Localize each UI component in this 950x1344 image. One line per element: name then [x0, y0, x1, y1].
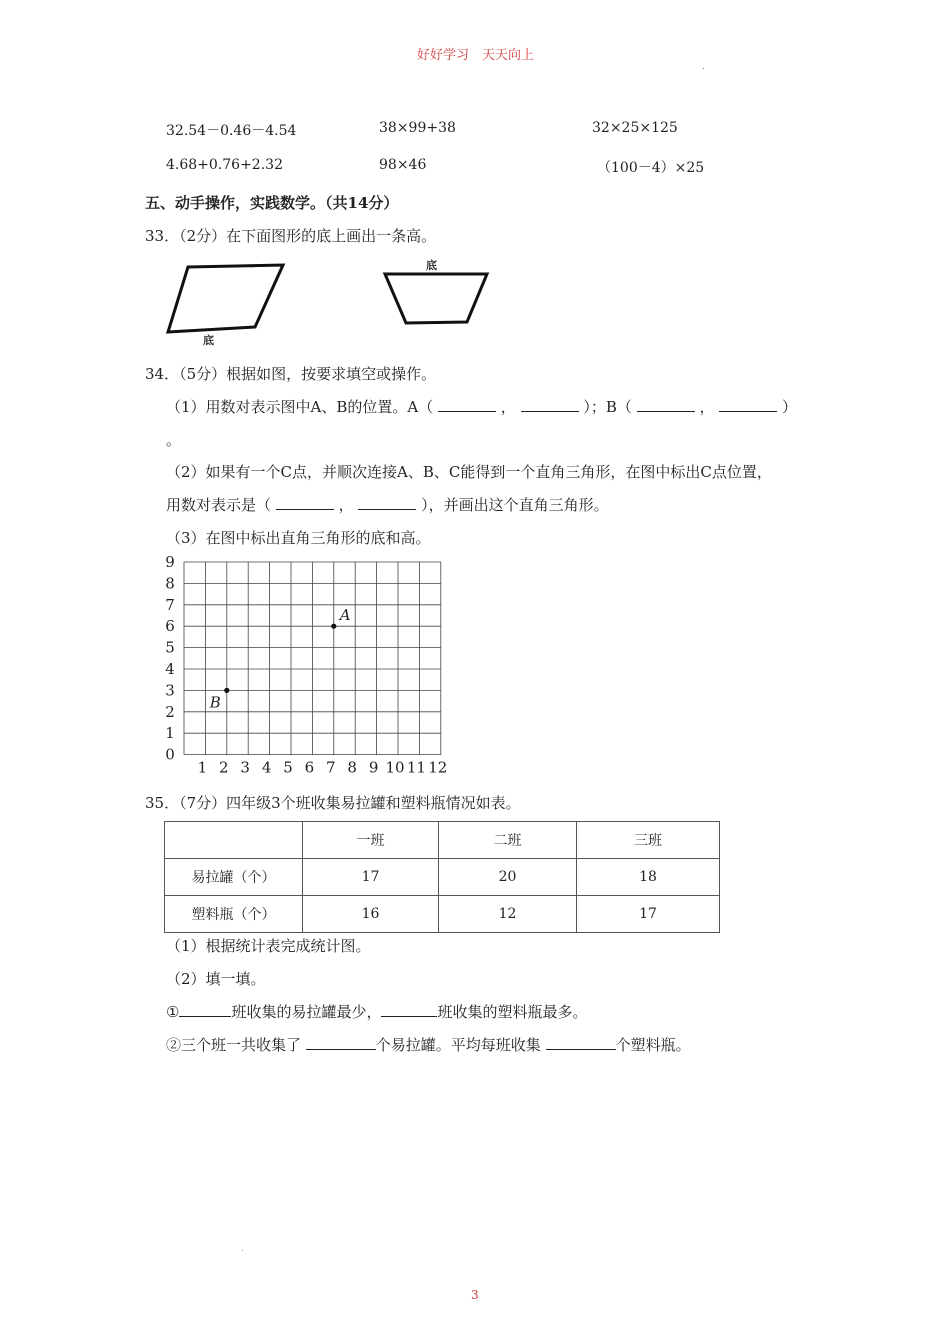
y-tick-label: 6 [165, 617, 175, 636]
parallelogram-shape [168, 265, 283, 332]
table-cell: 17 [577, 896, 720, 933]
q34-part1-end: ） [782, 398, 798, 416]
answer-blank[interactable] [381, 1002, 437, 1017]
base-label-trapezoid: 底 [426, 259, 437, 272]
answer-blank[interactable] [276, 495, 334, 510]
answer-blank[interactable] [306, 1035, 376, 1050]
table-cell: 16 [303, 896, 439, 933]
y-tick-label: 0 [165, 745, 175, 764]
calc-item: （100－4）×25 [597, 160, 705, 176]
x-tick-label: 4 [261, 758, 272, 777]
x-tick-label: 8 [347, 758, 357, 777]
header-dot: . [702, 62, 705, 72]
q35-part2: （2）填一填。 [166, 970, 266, 988]
q35-fill-line2 [166, 1034, 691, 1055]
table-cell: 17 [303, 859, 439, 896]
question-33: 33．（2分）在下面图形的底上画出一条高。 [145, 227, 437, 245]
x-axis-labels [198, 759, 448, 777]
answer-blank[interactable] [179, 1002, 231, 1017]
q35-part1: （1）根据统计表完成统计图。 [166, 937, 371, 955]
answer-blank[interactable] [438, 397, 496, 412]
y-tick-label: 7 [165, 595, 175, 614]
x-tick-label: 2 [219, 758, 229, 777]
q34-part3: （3）在图中标出直角三角形的底和高。 [166, 529, 431, 547]
stats-table [164, 821, 720, 933]
question-34: 34．（5分）根据如图，按要求填空或操作。 [145, 365, 437, 383]
x-tick-label: 6 [304, 758, 315, 777]
answer-blank[interactable] [358, 495, 416, 510]
q34-part1 [166, 396, 797, 417]
x-tick-label: 1 [197, 758, 208, 777]
fill-text: 班收集的塑料瓶最多。 [437, 1003, 588, 1021]
q34-part1-mid: ）；B（ [583, 398, 632, 416]
footer-dot: . [241, 1244, 244, 1254]
fill-text: 个易拉罐。平均每班收集 [375, 1036, 541, 1054]
fill-text: 班收集的易拉罐最少， [231, 1003, 382, 1021]
question-35: 35．（7分）四年级3个班收集易拉罐和塑料瓶情况如表。 [145, 794, 521, 812]
calc-item: 38×99+38 [379, 120, 456, 136]
table-header-row [165, 822, 720, 859]
y-tick-label: 5 [165, 638, 175, 657]
q34-part2-line2 [166, 494, 609, 515]
circled-1: ① [166, 1003, 180, 1021]
table-header-cell: 三班 [577, 822, 720, 859]
table-cell: 12 [439, 896, 577, 933]
table-header-cell: 一班 [303, 822, 439, 859]
calc-item: 32.54－0.46－4.54 [166, 123, 297, 139]
x-tick-label: 10 [385, 758, 405, 777]
q35-fill-line1 [166, 1001, 587, 1022]
x-tick-label: 9 [368, 758, 379, 777]
coordinate-grid[interactable] [155, 552, 465, 782]
comma: ， [338, 496, 354, 514]
trapezoid-shape [385, 274, 487, 323]
base-label-parallelogram: 底 [203, 334, 214, 347]
table-header-cell [165, 822, 303, 859]
x-tick-label: 3 [240, 758, 250, 777]
point-b-dot [224, 688, 229, 693]
point-a-dot [331, 624, 336, 629]
table-cell: 18 [577, 859, 720, 896]
y-tick-label: 9 [165, 553, 175, 571]
answer-blank[interactable] [546, 1035, 616, 1050]
table-row-label: 塑料瓶（个） [165, 896, 303, 933]
table-cell: 20 [439, 859, 577, 896]
grid-points [209, 606, 351, 711]
comma: ， [699, 398, 715, 416]
table-row [165, 859, 720, 896]
fill-text: 个塑料瓶。 [615, 1036, 691, 1054]
comma: ， [500, 398, 516, 416]
x-tick-label: 7 [326, 758, 336, 777]
table-row-label: 易拉罐（个） [165, 859, 303, 896]
answer-blank[interactable] [719, 397, 777, 412]
answer-blank[interactable] [637, 397, 695, 412]
calc-item: 32×25×125 [592, 120, 678, 136]
fill-text: ②三个班一共收集了 [166, 1036, 302, 1054]
table-header-cell: 二班 [439, 822, 577, 859]
x-tick-label: 11 [406, 758, 426, 777]
y-tick-label: 8 [165, 574, 175, 593]
calc-item: 4.68+0.76+2.32 [166, 157, 283, 173]
answer-blank[interactable] [521, 397, 579, 412]
x-tick-label: 5 [283, 758, 293, 777]
q34-part2-text: 用数对表示是（ [166, 496, 272, 514]
y-tick-label: 1 [165, 724, 175, 743]
grid-lines [184, 562, 441, 755]
y-axis-labels [165, 553, 175, 764]
q34-period: 。 [166, 431, 182, 449]
y-tick-label: 2 [165, 702, 175, 721]
y-tick-label: 4 [165, 660, 175, 678]
point-a-label: A [339, 606, 351, 625]
point-b-label: B [209, 693, 221, 712]
page-header: 好好学习 天天向上 [417, 48, 535, 63]
q34-part2-line1: （2）如果有一个C点，并顺次连接A、B、C能得到一个直角三角形，在图中标出C点位置， [166, 463, 772, 481]
section-title: 五、动手操作，实践数学。（共14分） [145, 194, 399, 212]
table-row [165, 896, 720, 933]
page-number: 3 [471, 1288, 479, 1302]
calc-item: 98×46 [379, 157, 427, 173]
q34-part1-text: （1）用数对表示图中A、B的位置。A（ [166, 398, 434, 416]
x-tick-label: 12 [428, 758, 448, 777]
y-tick-label: 3 [165, 681, 175, 700]
q34-part2-end: ），并画出这个直角三角形。 [421, 496, 609, 514]
